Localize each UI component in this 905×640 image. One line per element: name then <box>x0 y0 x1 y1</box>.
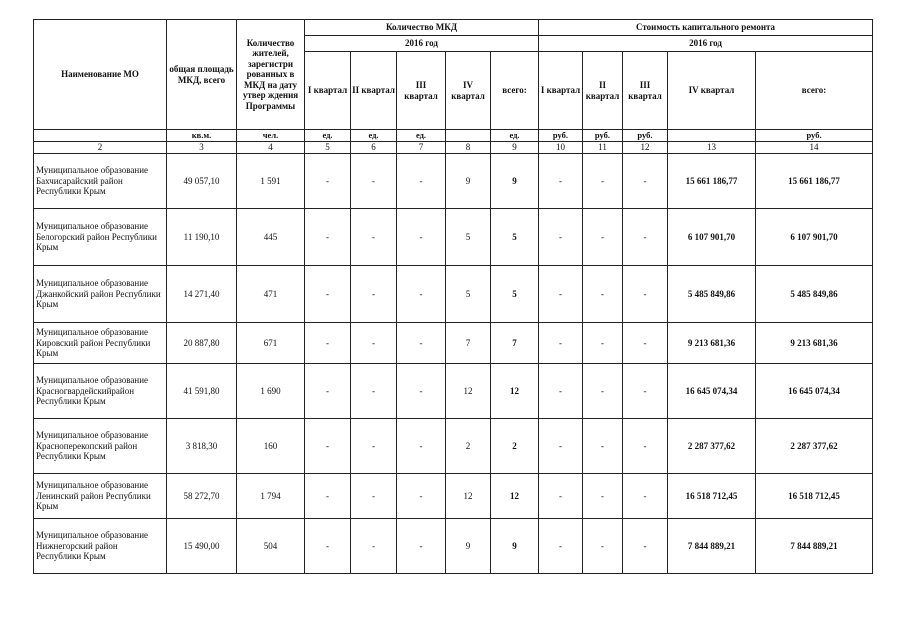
row-c1: - <box>539 364 583 419</box>
index-cell: 11 <box>583 142 623 154</box>
row-c2: - <box>583 364 623 419</box>
unit-area: кв.м. <box>167 130 237 142</box>
col-cost-total: всего: <box>756 52 873 130</box>
row-c2: - <box>583 474 623 519</box>
unit-q4 <box>446 130 491 142</box>
capital-repair-table <box>33 19 873 574</box>
row-q3: - <box>397 474 446 519</box>
unit-q3: ед. <box>397 130 446 142</box>
row-total: 2 <box>491 419 539 474</box>
row-q4: 12 <box>446 474 491 519</box>
row-c2: - <box>583 154 623 209</box>
unit-c1: руб. <box>539 130 583 142</box>
row-c1: - <box>539 474 583 519</box>
unit-q2: ед. <box>351 130 397 142</box>
row-residents: 671 <box>237 323 305 364</box>
row-c3: - <box>623 323 668 364</box>
row-c2: - <box>583 266 623 323</box>
table-row <box>34 519 873 574</box>
row-c3: - <box>623 364 668 419</box>
row-c3: - <box>623 266 668 323</box>
index-cell: 6 <box>351 142 397 154</box>
row-name: Муниципальное образование Бахчисарайский район Республики Крым <box>34 154 167 209</box>
row-q2: - <box>351 474 397 519</box>
index-cell: 13 <box>668 142 756 154</box>
row-name: Муниципальное образование Красногвардейскийрайон Республики Крым <box>34 364 167 419</box>
index-cell: 4 <box>237 142 305 154</box>
index-cell: 2 <box>34 142 167 154</box>
row-q4: 12 <box>446 364 491 419</box>
row-c4: 16 645 074,34 <box>668 364 756 419</box>
row-ctotal: 7 844 889,21 <box>756 519 873 574</box>
row-ctotal: 6 107 901,70 <box>756 209 873 266</box>
row-c1: - <box>539 154 583 209</box>
index-row <box>34 142 873 154</box>
row-ctotal: 16 518 712,45 <box>756 474 873 519</box>
row-name: Муниципальное образование Нижнегорский район Республики Крым <box>34 519 167 574</box>
unit-c3: руб. <box>623 130 668 142</box>
index-cell: 8 <box>446 142 491 154</box>
index-cell: 10 <box>539 142 583 154</box>
row-total: 12 <box>491 474 539 519</box>
col-cost-q1: I квартал <box>539 52 583 130</box>
row-q3: - <box>397 323 446 364</box>
row-c1: - <box>539 519 583 574</box>
row-ctotal: 15 661 186,77 <box>756 154 873 209</box>
row-q1: - <box>305 266 351 323</box>
row-ctotal: 9 213 681,36 <box>756 323 873 364</box>
row-q1: - <box>305 474 351 519</box>
row-ctotal: 16 645 074,34 <box>756 364 873 419</box>
col-cost-group: Стоимость капитального ремонта <box>539 20 873 36</box>
col-total: всего: <box>491 52 539 130</box>
index-cell: 14 <box>756 142 873 154</box>
row-residents: 471 <box>237 266 305 323</box>
unit-c2: руб. <box>583 130 623 142</box>
row-c1: - <box>539 209 583 266</box>
col-area: общая площадь МКД, всего <box>167 20 237 130</box>
row-c1: - <box>539 419 583 474</box>
row-area: 11 190,10 <box>167 209 237 266</box>
row-q3: - <box>397 209 446 266</box>
row-area: 14 271,40 <box>167 266 237 323</box>
row-c2: - <box>583 323 623 364</box>
table-row <box>34 419 873 474</box>
row-q3: - <box>397 364 446 419</box>
col-cost-year: 2016 год <box>539 36 873 52</box>
row-q3: - <box>397 154 446 209</box>
row-c4: 6 107 901,70 <box>668 209 756 266</box>
row-residents: 1 794 <box>237 474 305 519</box>
row-q2: - <box>351 519 397 574</box>
table-row <box>34 209 873 266</box>
unit-q1: ед. <box>305 130 351 142</box>
col-cost-q4: IV квартал <box>668 52 756 130</box>
row-q4: 9 <box>446 519 491 574</box>
row-name: Муниципальное образование Джанкойский район Республики Крым <box>34 266 167 323</box>
row-c4: 9 213 681,36 <box>668 323 756 364</box>
row-q3: - <box>397 419 446 474</box>
unit-total: ед. <box>491 130 539 142</box>
col-q2: II квартал <box>351 52 397 130</box>
row-c3: - <box>623 519 668 574</box>
row-q2: - <box>351 419 397 474</box>
row-total: 5 <box>491 209 539 266</box>
row-c4: 5 485 849,86 <box>668 266 756 323</box>
row-total: 5 <box>491 266 539 323</box>
row-q1: - <box>305 154 351 209</box>
row-q1: - <box>305 519 351 574</box>
table-row <box>34 154 873 209</box>
row-total: 7 <box>491 323 539 364</box>
row-total: 12 <box>491 364 539 419</box>
row-residents: 160 <box>237 419 305 474</box>
row-c2: - <box>583 419 623 474</box>
row-c4: 16 518 712,45 <box>668 474 756 519</box>
row-name: Муниципальное образование Ленинский район Республики Крым <box>34 474 167 519</box>
col-q3: III квартал <box>397 52 446 130</box>
row-q1: - <box>305 323 351 364</box>
row-q2: - <box>351 323 397 364</box>
row-total: 9 <box>491 519 539 574</box>
row-q1: - <box>305 419 351 474</box>
row-residents: 1 690 <box>237 364 305 419</box>
row-residents: 504 <box>237 519 305 574</box>
row-q4: 2 <box>446 419 491 474</box>
table-row <box>34 323 873 364</box>
row-ctotal: 2 287 377,62 <box>756 419 873 474</box>
row-residents: 1 591 <box>237 154 305 209</box>
row-name: Муниципальное образование Белогорский район Республики Крым <box>34 209 167 266</box>
row-area: 49 057,10 <box>167 154 237 209</box>
col-cost-q2: II квартал <box>583 52 623 130</box>
row-c1: - <box>539 266 583 323</box>
row-c2: - <box>583 519 623 574</box>
col-name-mo: Наименование МО <box>34 20 167 130</box>
row-c4: 15 661 186,77 <box>668 154 756 209</box>
col-count-group: Количество МКД <box>305 20 539 36</box>
row-area: 20 887,80 <box>167 323 237 364</box>
header-row-1 <box>34 20 873 36</box>
row-q3: - <box>397 266 446 323</box>
unit-name <box>34 130 167 142</box>
row-q2: - <box>351 266 397 323</box>
row-q1: - <box>305 209 351 266</box>
table-row <box>34 266 873 323</box>
unit-residents: чел. <box>237 130 305 142</box>
index-cell: 9 <box>491 142 539 154</box>
row-q3: - <box>397 519 446 574</box>
document-sheet <box>33 19 873 574</box>
row-total: 9 <box>491 154 539 209</box>
col-residents: Количество жителей, зарегистри рованных в МКД на дату утвер ждения Программы <box>237 20 305 130</box>
row-c3: - <box>623 209 668 266</box>
row-area: 3 818,30 <box>167 419 237 474</box>
col-q4: IV квартал <box>446 52 491 130</box>
table-row <box>34 474 873 519</box>
row-name: Муниципальное образование Кировский район Республики Крым <box>34 323 167 364</box>
index-cell: 7 <box>397 142 446 154</box>
col-count-year: 2016 год <box>305 36 539 52</box>
col-cost-q3: III квартал <box>623 52 668 130</box>
row-q2: - <box>351 154 397 209</box>
row-residents: 445 <box>237 209 305 266</box>
units-row <box>34 130 873 142</box>
row-ctotal: 5 485 849,86 <box>756 266 873 323</box>
row-q2: - <box>351 364 397 419</box>
row-q4: 7 <box>446 323 491 364</box>
row-q4: 5 <box>446 266 491 323</box>
unit-c4 <box>668 130 756 142</box>
row-q1: - <box>305 364 351 419</box>
row-c3: - <box>623 419 668 474</box>
index-cell: 3 <box>167 142 237 154</box>
row-q4: 9 <box>446 154 491 209</box>
row-c1: - <box>539 323 583 364</box>
row-area: 15 490,00 <box>167 519 237 574</box>
row-c3: - <box>623 474 668 519</box>
row-c4: 7 844 889,21 <box>668 519 756 574</box>
index-cell: 12 <box>623 142 668 154</box>
row-c2: - <box>583 209 623 266</box>
index-cell: 5 <box>305 142 351 154</box>
row-area: 41 591,80 <box>167 364 237 419</box>
row-area: 58 272,70 <box>167 474 237 519</box>
col-q1: I квартал <box>305 52 351 130</box>
unit-ctotal: руб. <box>756 130 873 142</box>
row-name: Муниципальное образование Красноперекопский район Республики Крым <box>34 419 167 474</box>
row-q2: - <box>351 209 397 266</box>
row-c4: 2 287 377,62 <box>668 419 756 474</box>
row-q4: 5 <box>446 209 491 266</box>
table-row <box>34 364 873 419</box>
row-c3: - <box>623 154 668 209</box>
